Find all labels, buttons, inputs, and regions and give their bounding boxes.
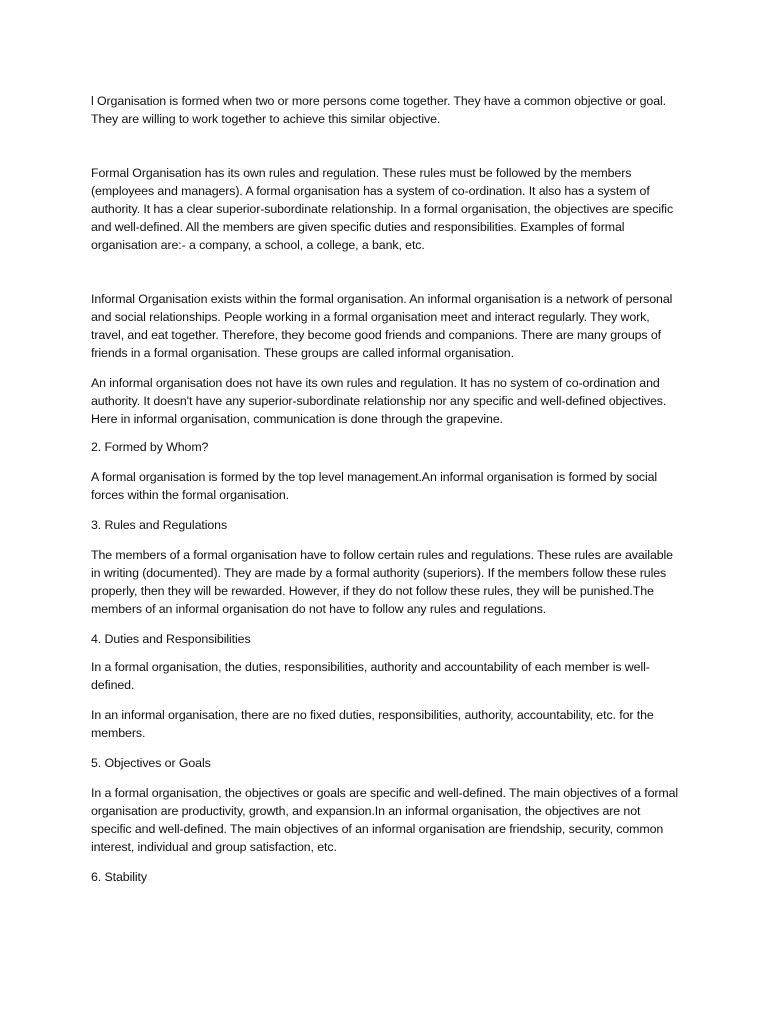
section-heading-duties-and-responsibilities: 4. Duties and Responsibilities: [91, 632, 251, 646]
formal-organisation-paragraph: Formal Organisation has its own rules and regulation. These rules must be followed by the members (employees and managers). A formal organisation has a system of co-ordination. It also has a system of authority. It has a clear superior-subordinate relationship. In a formal organisation, the objectives are specific and well-defined. All the members are given specific duties and responsibilities. Examples of formal organisation are:- a company, a school, a college, a bank, etc.: [91, 166, 674, 252]
formal-duties-paragraph: In a formal organisation, the duties, responsibilities, authority and accountability of each member is well-defined.: [91, 660, 650, 692]
informal-organisation-paragraph: Informal Organisation exists within the formal organisation. An informal organisation is a network of personal and social relationships. People working in a formal organisation meet and interact regularly. They work, travel, and eat together. Therefore, they become good friends and companions. There are many groups of friends in a formal organisation. These groups are called informal organisation.: [91, 292, 673, 360]
section-heading-rules-and-regulations: 3. Rules and Regulations: [91, 518, 228, 532]
document-body: [91, 92, 681, 886]
rules-and-regulations-paragraph: The members of a formal organisation have to follow certain rules and regulations. These rules are available in writing (documented). They are made by a formal authority (superiors). If the members follow these rules properly, then they will be rewarded. However, if they do not follow these rules, they will be punished.The members of an informal organisation do not have to follow any rules and regulations.: [91, 548, 673, 616]
formed-by-whom-paragraph: A formal organisation is formed by the top level management.An informal organisation is formed by social forces within the formal organisation.: [91, 470, 658, 502]
informal-duties-paragraph: In an informal organisation, there are no fixed duties, responsibilities, authority, accountability, etc. for the members.: [91, 708, 654, 740]
section-heading-objectives-or-goals: 5. Objectives or Goals: [91, 756, 211, 770]
informal-organisation-rules-paragraph: An informal organisation does not have its own rules and regulation. It has no system of co-ordination and authority. It doesn't have any superior-subordinate relationship nor any specific and well-defined objectives. Here in informal organisation, communication is done through the grapevine.: [91, 376, 667, 426]
objectives-paragraph: In a formal organisation, the objectives or goals are specific and well-defined. The main objectives of a formal organisation are productivity, growth, and expansion.In an informal organisation, the objectives are not specific and well-defined. The main objectives of an informal organisation are friendship, security, common interest, individual and group satisfaction, etc.: [91, 786, 679, 854]
section-heading-formed-by-whom: 2. Formed by Whom?: [91, 440, 209, 454]
intro-paragraph: l Organisation is formed when two or more persons come together. They have a common objective or goal. They are willing to work together to achieve this similar objective.: [91, 94, 666, 126]
section-heading-stability: 6. Stability: [91, 870, 147, 884]
